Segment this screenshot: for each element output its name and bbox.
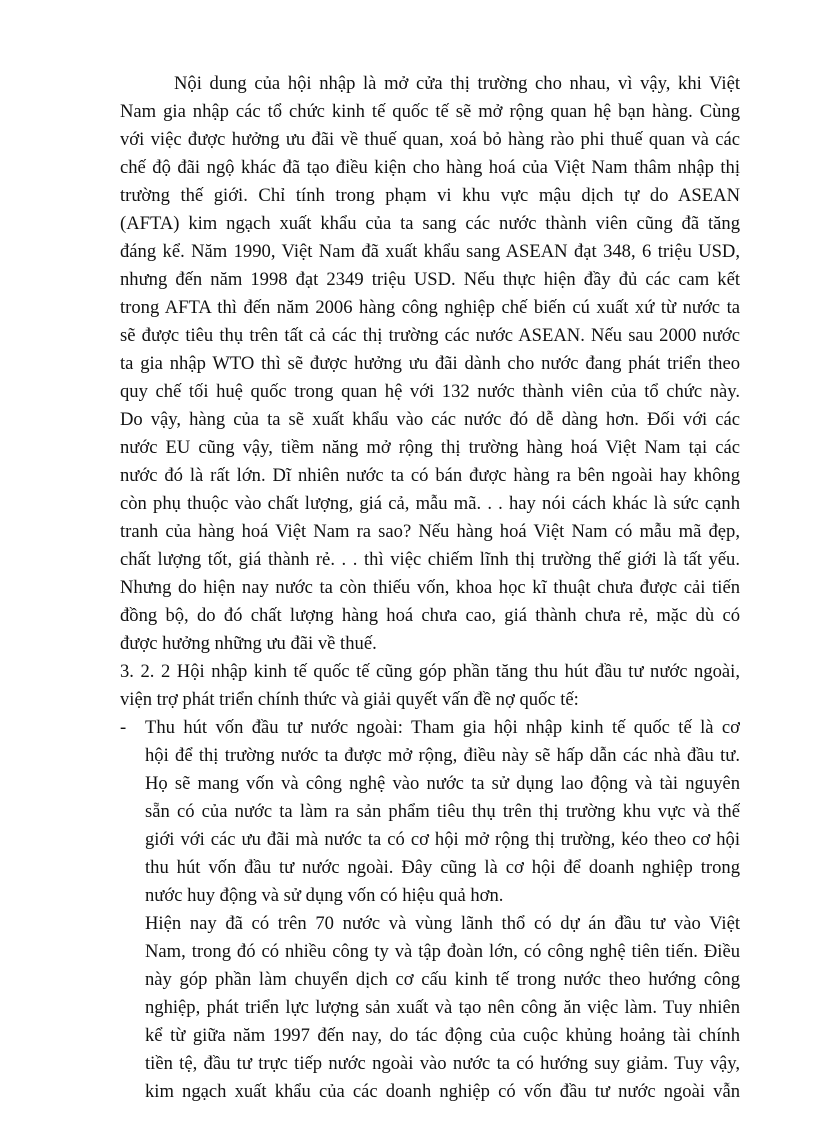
text-line: tiền tệ, đầu tư trực tiếp nước ngoài vào nước ta có hướng suy giảm. Tuy vậy, [145,1053,740,1074]
text-line: trường thế giới. Chỉ tính trong phạm vi khu vực mậu dịch tự do ASEAN [120,185,740,206]
heading-line: viện trợ phát triển chính thức và giải quyết vấn đề nợ quốc tế: [120,689,579,710]
text-line: nước đó là rất lớn. Dĩ nhiên nước ta có bán được hàng ra bên ngoài hay không [120,465,740,486]
text-line: kim ngạch xuất khẩu của các doanh nghiệp có vốn đầu tư nước ngoài vẫn [145,1081,740,1102]
text-line: sẵn có của nước ta làm ra sản phẩm tiêu thụ trên thị trường khu vực và thế [145,801,740,822]
text-line: trong AFTA thì đến năm 2006 hàng công nghiệp chế biến cú xuất xứ từ nước ta [120,297,740,318]
text-line: Thu hút vốn đầu tư nước ngoài: Tham gia hội nhập kinh tế quốc tế là cơ [145,717,740,738]
bullet-marker: - [120,717,127,738]
text-line: hội để thị trường nước ta được mở rộng, điều này sẽ hấp dẫn các nhà đầu tư. [145,745,740,766]
text-line: quy chế tối huệ quốc trong quan hệ với 132 nước thành viên của tổ chức này. [120,381,740,402]
text-line: đồng bộ, do đó chất lượng hàng hoá chưa cao, giá thành chưa rẻ, mặc dù có [120,605,740,626]
text-line: giới với các ưu đãi mà nước ta có cơ hội mở rộng thị trường, kéo theo cơ hội [145,829,740,850]
text-line: ta gia nhập WTO thì sẽ được hưởng ưu đãi dành cho nước đang phát triển theo [120,353,740,374]
text-line: nước EU cũng vậy, tiềm năng mở rộng thị trường hàng hoá Việt Nam tại các [120,437,740,458]
text-line: Nam, trong đó có nhiều công ty và tập đoàn lớn, có công nghệ tiên tiến. Điều [145,941,740,962]
heading-line: 3. 2. 2 Hội nhập kinh tế quốc tế cũng góp phần tăng thu hút đầu tư nước ngoài, [120,661,740,682]
text-line: chất lượng tốt, giá thành rẻ. . . thì việc chiếm lĩnh thị trường thế giới là tất yếu. [120,549,740,570]
text-line: tranh của hàng hoá Việt Nam ra sao? Nếu hàng hoá Việt Nam có mẫu mã đẹp, [120,521,740,542]
text-line: Nam gia nhập các tổ chức kinh tế quốc tế sẽ mở rộng quan hệ bạn hàng. Cùng [120,101,740,122]
text-line: chế độ đãi ngộ khác đã tạo điều kiện cho hàng hoá của Việt Nam thâm nhập thị [120,157,740,178]
text-line: Do vậy, hàng của ta sẽ xuất khẩu vào các nước đó dễ dàng hơn. Đối với các [120,409,740,430]
text-line: còn phụ thuộc vào chất lượng, giá cả, mẫu mã. . . hay nói cách khác là sức cạnh [120,493,740,514]
text-line: được hưởng những ưu đãi về thuế. [120,633,377,654]
text-line: Nội dung của hội nhập là mở cửa thị trường cho nhau, vì vậy, khi Việt [174,73,740,94]
text-line: với việc được hưởng ưu đãi về thuế quan, xoá bỏ hàng rào phi thuế quan và các [120,129,740,150]
text-line: đáng kể. Năm 1990, Việt Nam đã xuất khẩu sang ASEAN đạt 348, 6 triệu USD, [120,241,740,262]
text-line: này góp phần làm chuyển dịch cơ cấu kinh tế trong nước theo hướng công [145,969,740,990]
text-line: nhưng đến năm 1998 đạt 2349 triệu USD. Nếu thực hiện đầy đủ các cam kết [120,269,740,290]
text-line: kể từ giữa năm 1997 đến nay, do tác động của cuộc khủng hoảng tài chính [145,1025,740,1046]
text-line: nghiệp, phát triển lực lượng sản xuất và tạo nên công ăn việc làm. Tuy nhiên [145,997,740,1018]
text-line: nước huy động và sử dụng vốn có hiệu quả hơn. [145,885,504,906]
text-line: thu hút vốn đầu tư nước ngoài. Đây cũng là cơ hội để doanh nghiệp trong [145,857,740,878]
text-line: sẽ được tiêu thụ trên tất cả các thị trường các nước ASEAN. Nếu sau 2000 nước [120,325,740,346]
text-line: Nhưng do hiện nay nước ta còn thiếu vốn, khoa học kĩ thuật chưa được cải tiến [120,577,740,598]
text-line: Hiện nay đã có trên 70 nước và vùng lãnh thổ có dự án đầu tư vào Việt [145,913,740,934]
text-line: Họ sẽ mang vốn và công nghệ vào nước ta sử dụng lao động và tài nguyên [145,773,740,794]
text-line: (AFTA) kim ngạch xuất khẩu của ta sang các nước thành viên cũng đã tăng [120,213,740,234]
